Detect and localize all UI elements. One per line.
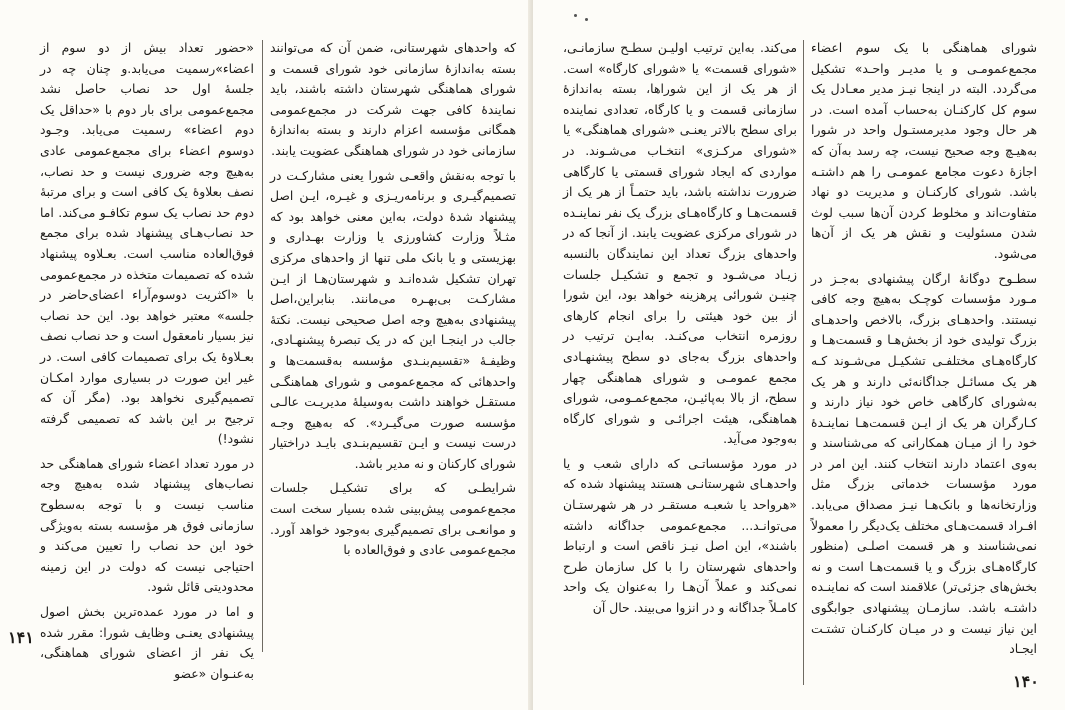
paragraph: در مورد تعداد اعضاء شورای هماهنگی حد نصاب‌های پیشنهاد شده به‌هیچ وجه مناسب نیست و با توجه به‌سطوح سازمانی فوق هر مؤسسه بسته به‌ویژگی خود این حد نصاب را تعیین می‌کند و احتیاجی نیست که دولت در این زمینه محدودیتی قائل شود. xyxy=(40,455,254,595)
page-number: ۱۴۱ xyxy=(8,628,34,647)
left-page-outer-column xyxy=(40,38,254,681)
column-divider xyxy=(803,40,804,685)
paragraph: و اما در مورد عمده‌ترین بخش اصول پیشنهادی یعنـی وظایف شورا: مقرر شده یک نفر از اعضای شورای هماهنگی، به‌عنـوان «عضو xyxy=(40,604,254,681)
page-number: ۱۴۰ xyxy=(1013,672,1039,691)
print-speck xyxy=(574,14,577,17)
column-divider xyxy=(262,40,263,652)
left-page xyxy=(0,0,532,710)
paragraph: در مورد مؤسساتـی که دارای شعب و یا واحدهـای شهرستانـی هستند پیشنهاد شده که «هرواحد یا شعبـه مستقـر در هر شهرستـان می‌توانـد... مجمع‌عمومی جداگانه داشته باشند»، این اصل نیـز ناقص است و ارتباط واحدهای شهرستان را با کل سازمان طرح نمی‌کند و عملاً آن‌هـا را به‌عنوان یک واحد کامـلاً جداگانه و در انزوا می‌بیند. حال آن xyxy=(563,455,797,616)
paragraph: «حضور تعداد بیش از دو سوم از اعضاء»رسمیت می‌یابد.و چنان چه در جلسهٔ اول حد نصاب حاصل نشد مجمع‌عمومی برای بار دوم با «حداقل یک دوم اعضاء» رسمیت می‌یابد. وجـود دوسوم اعضاء برای مجمع‌عمومی عادی به‌هیچ وجه ضروری نیست و حد نصاب، نصف بعلاوهٔ یک کافی است و برای مرتبهٔ دوم حد نصاب یک سوم تکافـو می‌کند. اما حد نصاب‌هـای پیشنهاد شده برای مجمع فوق‌العاده مناسب است. بعـلاوه پیشنهاد شده که تصمیمات متخذه در مجمع‌عمومی با «اکثریت دوسوم‌آراء اعضای‌حاضر در جلسه» معتبر خواهد بود. این حد نصاب نیز بسیار نامعقول است و حد نصاب نصف بعـلاوهٔ یک برای تصمیمات کافی است. در غیر این صورت در بسیاری موارد امکـان تصمیم‌گیری نخواهد بود. (مگر آن که ترجیح بر این باشد که تصمیمی گرفته نشود!) xyxy=(40,40,254,447)
right-page-inner-column xyxy=(563,38,797,668)
paragraph: می‌کند. به‌این ترتیب اولیـن سطـح سازمانـی، «شورای قسمت» یا «شورای کارگاه» است. از هر یک از این شوراها، بسته به‌اندازهٔ سازمانی قسمت و یا کارگاه، تعدادی نماینده برای سطح بالاتر یعنـی «شورای هماهنگی» یا «شورای مرکـزی» انتخـاب می‌شـوند. در مواردی که ایجاد شورای قسمتی یا کارگاهی ضرورت نداشته باشد، باید حتمـاً از هر یک از قسمت‌هـا و کارگاه‌هـای بزرگ یک نفر نماینـده در شورای مرکزی عضویت یابند. از آنجا که در واحدهای بزرگ تعداد این نمایندگان بالنسبه زیـاد می‌شـود و تجمع و تشکیـل جلسات چنیـن شورائی پرهزینه خواهد بود، این شورا از بین خود هیئتی را برای انجام کارهای روزمره انتخاب می‌کنـد. به‌ایـن ترتیب در واحدهای بزرگ به‌جای دو سطح پیشنهـادی مجمع عمومـی و شورای هماهنگی چهار سطح، از بالا به‌پائیـن، مجمع‌عمـومی، شورای هماهنگی، هیئت اجرائـی و شورای کارگاه به‌وجود می‌آید. xyxy=(563,40,797,447)
paragraph: شرایطـی که برای تشکیـل جلسات مجمع‌عمومی پیش‌بینی شده بسیار سخت است و موانعـی برای تصمیم‌گیری به‌وجود خواهد آورد. مجمع‌عمومی عادی و فوق‌العاده با xyxy=(270,480,516,558)
paragraph: سطـوح دوگانهٔ ارگان پیشنهادی به‌جـز در مـورد مؤسسات کوچـک به‌هیچ وجه کافی نیستند. واحدهـای بزرگ، بالاخص واحدهـای بزرگ تولیدی خود از بخش‌هـا و قسمت‌هـا و کارگاه‌هـای مختلفـی تشکیـل می‌شـوند کـه هر یک مسائـل جداگانه‌ئی دارند و هر یک به‌شورای کارگاهی خاص خود نیاز دارند و کـارگران هر یک از ایـن قسمت‌هـا نماینـدهٔ خود را از میـان همکارانی که می‌شناسند و به‌وی اعتماد دارند انتخاب کنند. این امر در مورد مؤسسات خدماتی بزرگ مثل وزارتخانه‌ها و بانک‌هـا نیـز مصداق می‌یابد. افـراد قسمت‌هـای مختلف یک‌دیگر را معمولاً نمی‌شناسند و هر قسمت اصلـی (منظور کارگاه‌هـای بزرگ و یا قسمت‌هـا است و نه بخش‌های جزئی‌تر) علاقمند است که نماینـده داشتـه باشد. سازمـان پیشنهادی جوابگوی این نیاز نیست و در میـان کارکنـان تشتـت ایجـاد xyxy=(811,270,1037,657)
print-speck xyxy=(585,18,588,21)
paragraph: که واحدهای شهرستانی، ضمن آن که می‌توانند بسته به‌اندازهٔ سازمانی خود شورای قسمت و شورای هماهنگی شهرستان داشته باشند، باید نمایندهٔ کافی جهت شرکت در مجمع‌عمومی همگانی مؤسسه اعزام دارند و بسته به‌اندازهٔ سازمانی خود در شورای هماهنگی عضویت یابند. xyxy=(270,40,516,158)
left-page-inner-column xyxy=(270,38,516,668)
right-page xyxy=(533,0,1065,710)
paragraph: با توجه به‌نقش واقعـی شورا یعنی مشارکـت در تصمیم‌گیـری و برنامه‌ریـزی و غیـره، ایـن اصل پیشنهاد شدهٔ دولت، به‌این معنی خواهد بود که مثـلاً وزارت کشاورزی یا وزارت بهـداری و بهزیستی و یا بانک ملی تنها از واحدهای مرکزی تهران تشکیل شده‌انـد و شهرستان‌هـا از ایـن مشارکـت بی‌بهـره می‌مانند. بنابراین،اصل پیشنهادی به‌هیچ وجه اصل صحیحی نیست. نکتهٔ جالب در اینجـا این که در یک تبصرهٔ پیشنهـادی، وظیفـهٔ «تقسیم‌بنـدی مؤسسه به‌قسمت‌ها و واحدهائی که مجمع‌عمومی و شورای هماهنگـی مستقـل خواهند داشت به‌وسیلهٔ مدیریـت عالـی مؤسسه صورت می‌گیـرد». که به‌هیچ وجـه درست نیست و ایـن تقسیم‌بنـدی بایـد دراختیار شورای کارکنان و نه مدیر باشد. xyxy=(270,167,516,471)
right-page-outer-column xyxy=(811,38,1037,688)
paragraph: شورای هماهنگی با یک سوم اعضاء مجمع‌عمومـی و یا مدیـر واحـد» تشکیل می‌گردد. البته در اینجا نیـز مدیر معـادل یک سوم کل کارکنـان به‌حساب آمده است. در هر حال وجود مدیرمستـول واحد در شورا به‌هیـچ وجه صحیح نیست، چه رسد به‌آن که اجازهٔ دعوت مجامع عمومـی را هم داشتـه باشد. شورای کارکنـان و مدیریت دو نهاد متفاوت‌اند و مخلوط کردن آن‌ها سبب لوث شدن مسئولیت و نقش هر یک از آن‌ها می‌شود. xyxy=(811,40,1037,261)
